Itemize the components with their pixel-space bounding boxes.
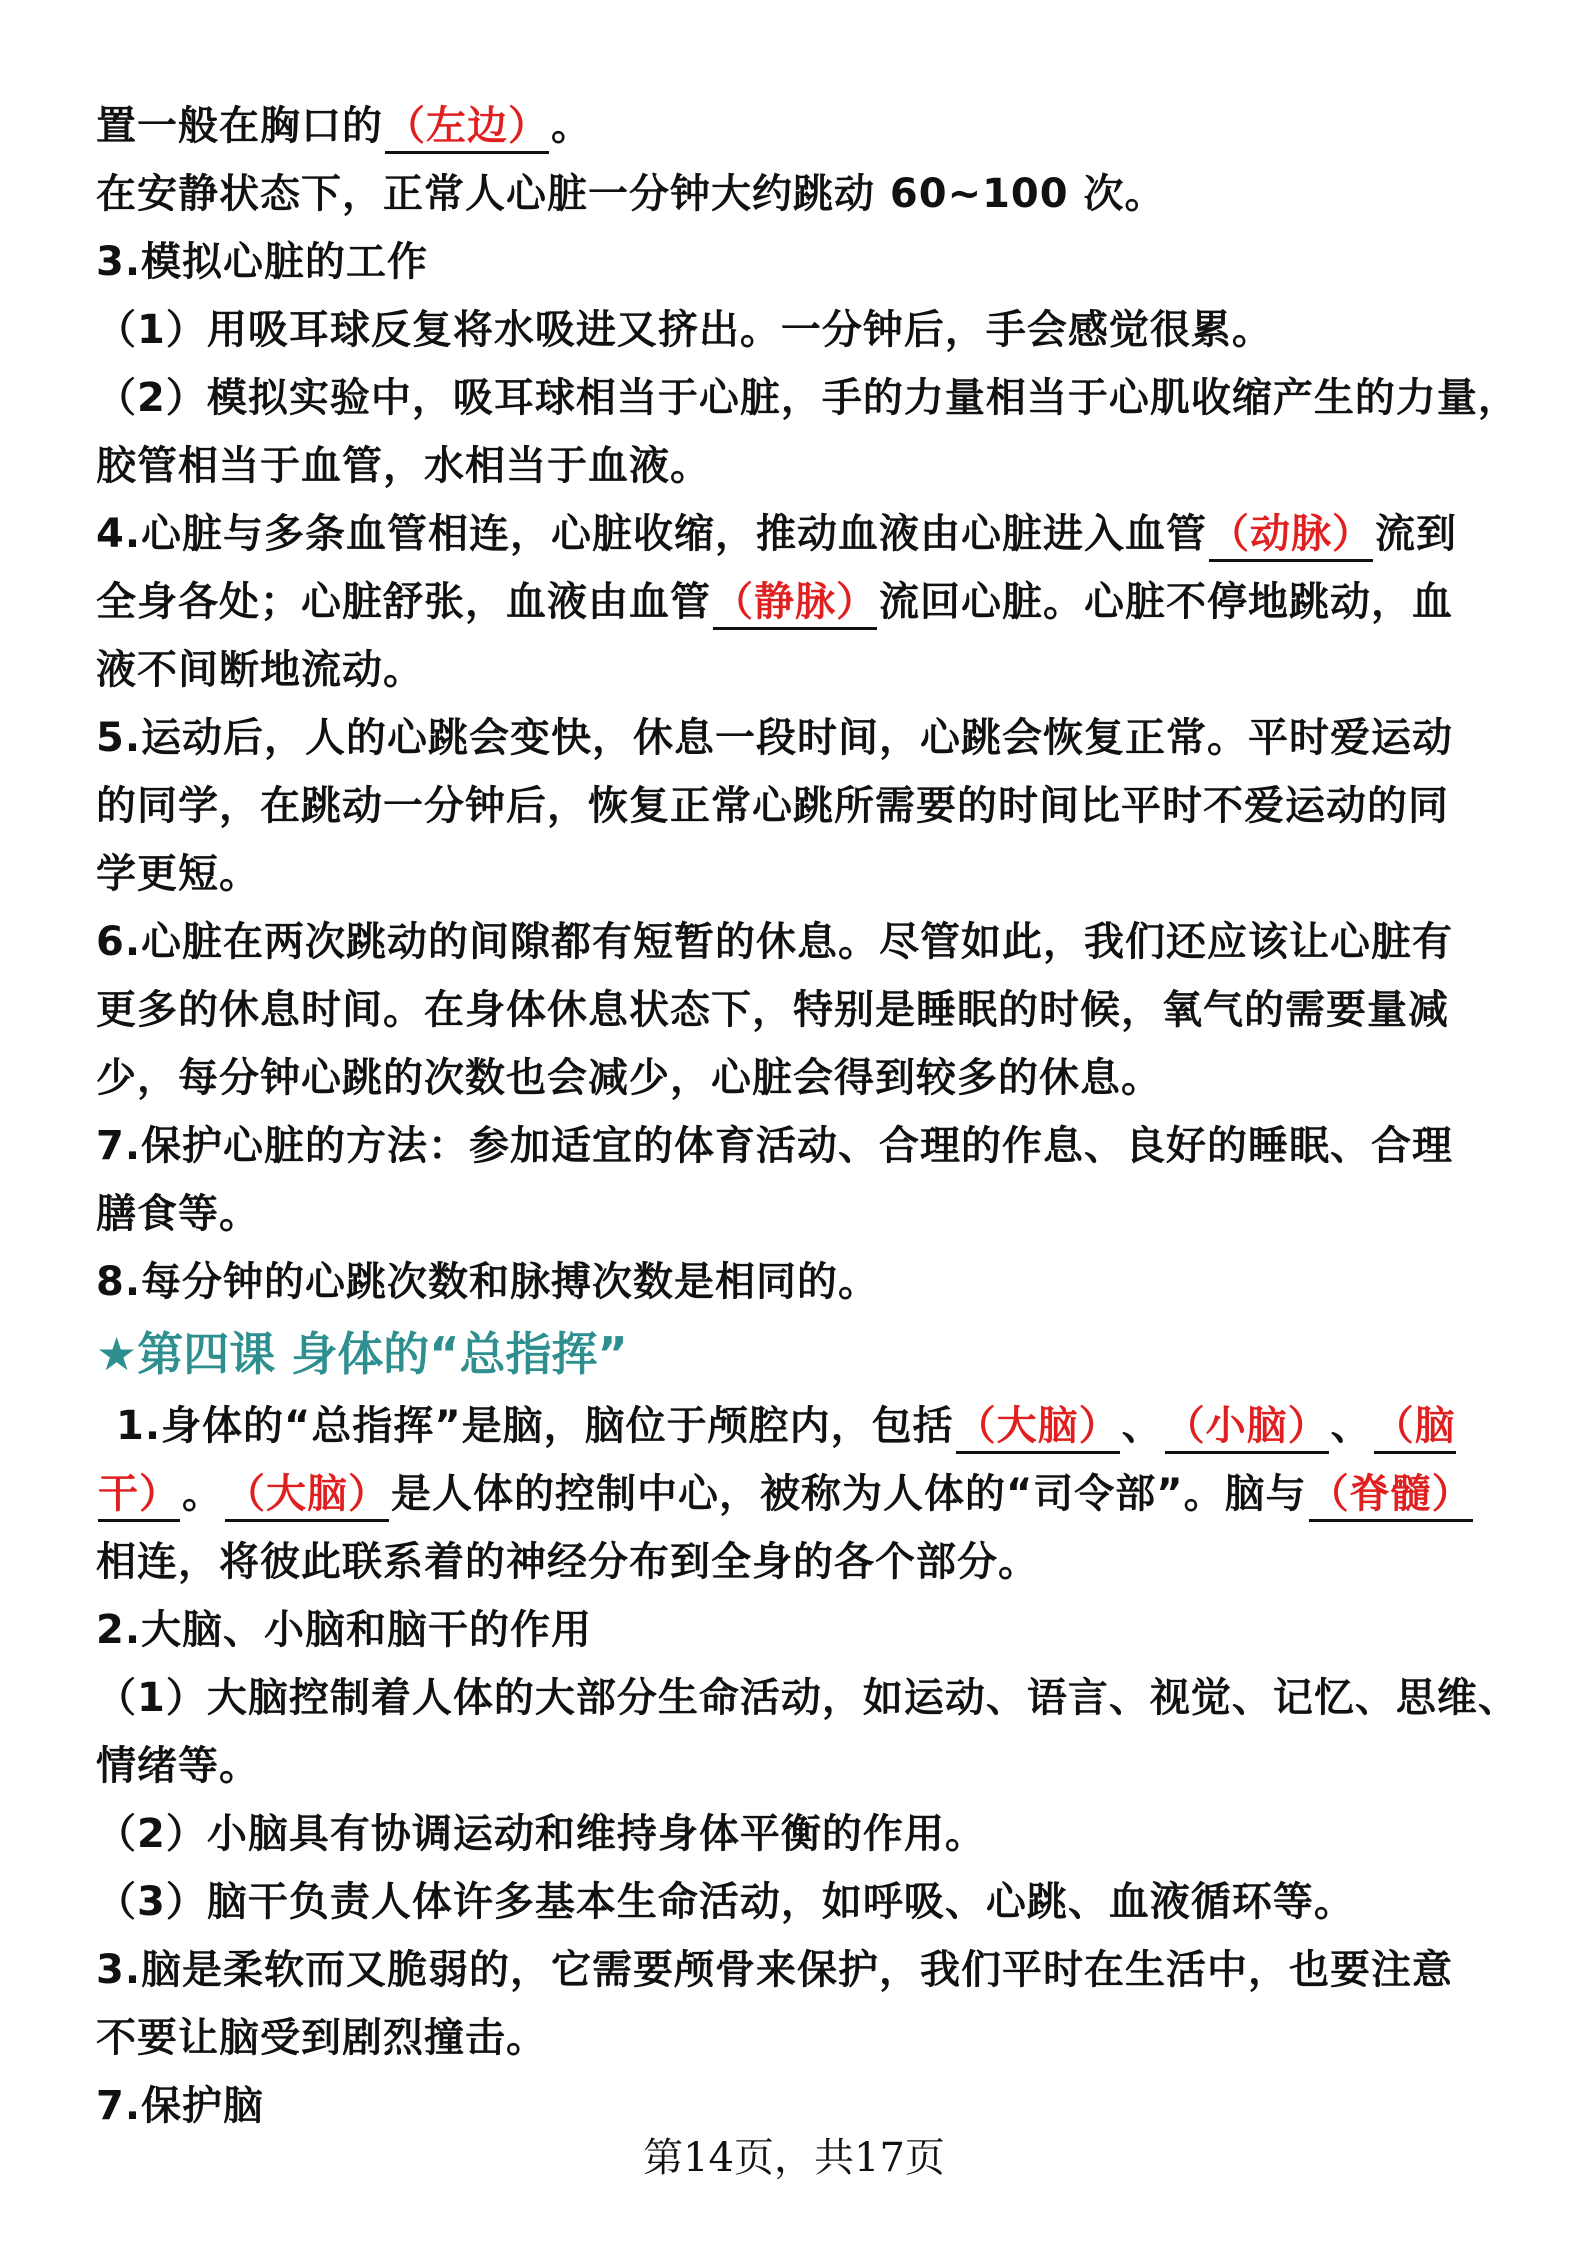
answer-blank: （左边）: [385, 101, 549, 154]
answer-blank: （脑: [1374, 1401, 1456, 1454]
text-run: 1.身体的“总指挥”是脑，脑位于颅腔内，包括: [116, 1403, 954, 1449]
lesson-title: 第四课 身体的“总指挥”: [137, 1327, 628, 1381]
text-line: （1）用吸耳球反复将水吸进又挤出。一分钟后，手会感觉很累。: [96, 307, 1273, 353]
text-line: （2）小脑具有协调运动和维持身体平衡的作用。: [96, 1811, 986, 1857]
text-run: 4.心脏与多条血管相连，心脏收缩，推动血液由心脏进入血管: [96, 511, 1208, 557]
text-line: 膳食等。: [96, 1191, 260, 1237]
text-line: 在安静状态下，正常人心脏一分钟大约跳动 60~100 次。: [96, 171, 1166, 217]
answer-blank: 干）: [98, 1469, 180, 1522]
text-line: 更多的休息时间。在身体休息状态下，特别是睡眠的时候，氧气的需要量减: [96, 987, 1449, 1033]
text-line: 8.每分钟的心跳次数和脉搏次数是相同的。: [96, 1259, 880, 1305]
text-line: 胶管相当于血管，水相当于血液。: [96, 443, 711, 489]
text-line: 6.心脏在两次跳动的间隙都有短暂的休息。尽管如此，我们还应该让心脏有: [96, 919, 1454, 965]
text-line: 7.保护心脏的方法：参加适宜的体育活动、合理的作息、良好的睡眠、合理: [96, 1123, 1454, 1169]
section-subheading: 7.保护脑: [96, 2083, 265, 2129]
answer-blank: （静脉）: [713, 577, 877, 630]
section-subheading: 2.大脑、小脑和脑干的作用: [96, 1607, 593, 1653]
text-line: （3）脑干负责人体许多基本生命活动，如呼吸、心跳、血液循环等。: [96, 1879, 1355, 1925]
text-line: （1）大脑控制着人体的大部分生命活动，如运动、语言、视觉、记忆、思维、: [96, 1675, 1519, 1721]
text-run: 是人体的控制中心，被称为人体的“司令部”。脑与: [391, 1471, 1307, 1517]
text-line: [96, 568, 1504, 636]
text-run: 流到: [1375, 511, 1458, 557]
text-line: 少，每分钟心跳的次数也会减少，心脏会得到较多的休息。: [96, 1055, 1162, 1101]
text-run: 全身各处；心脏舒张，血液由血管: [96, 579, 711, 625]
text-line: [96, 1460, 1504, 1528]
text-line: 不要让脑受到剧烈撞击。: [96, 2015, 547, 2061]
text-run: 、: [1330, 1403, 1372, 1449]
text-run: 、: [1121, 1403, 1163, 1449]
star-icon: ★: [96, 1327, 138, 1381]
answer-blank: （脊髓）: [1309, 1469, 1473, 1522]
answer-blank: （大脑）: [225, 1469, 389, 1522]
text-run: 。: [182, 1471, 223, 1517]
answer-blank: （小脑）: [1165, 1401, 1329, 1454]
text-run: 。: [551, 103, 592, 149]
text-line: 液不间断地流动。: [96, 647, 424, 693]
text-line: [96, 500, 1504, 568]
lesson-heading: [96, 1316, 1504, 1392]
answer-blank: （动脉）: [1209, 509, 1373, 562]
section-subheading: 3.模拟心脏的工作: [96, 239, 429, 285]
text-line: 3.脑是柔软而又脆弱的，它需要颅骨来保护，我们平时在生活中，也要注意: [96, 1947, 1454, 1993]
text-line: 5.运动后，人的心跳会变快，休息一段时间，心跳会恢复正常。平时爱运动: [96, 715, 1454, 761]
text-line: 情绪等。: [96, 1743, 260, 1789]
text-line: （2）模拟实验中，吸耳球相当于心脏，手的力量相当于心肌收缩产生的力量，: [96, 375, 1519, 421]
text-run: 流回心脏。心脏不停地跳动，血: [879, 579, 1453, 625]
text-line: [96, 92, 1504, 160]
page-number: 第14页，共17页: [643, 2135, 945, 2181]
text-line: 的同学，在跳动一分钟后，恢复正常心跳所需要的时间比平时不爱运动的同: [96, 783, 1449, 829]
answer-blank: （大脑）: [956, 1401, 1120, 1454]
text-line: [96, 1392, 1504, 1460]
text-run: 置一般在胸口的: [96, 103, 383, 149]
text-line: 相连，将彼此联系着的神经分布到全身的各个部分。: [96, 1539, 1039, 1585]
text-line: 学更短。: [96, 851, 260, 897]
